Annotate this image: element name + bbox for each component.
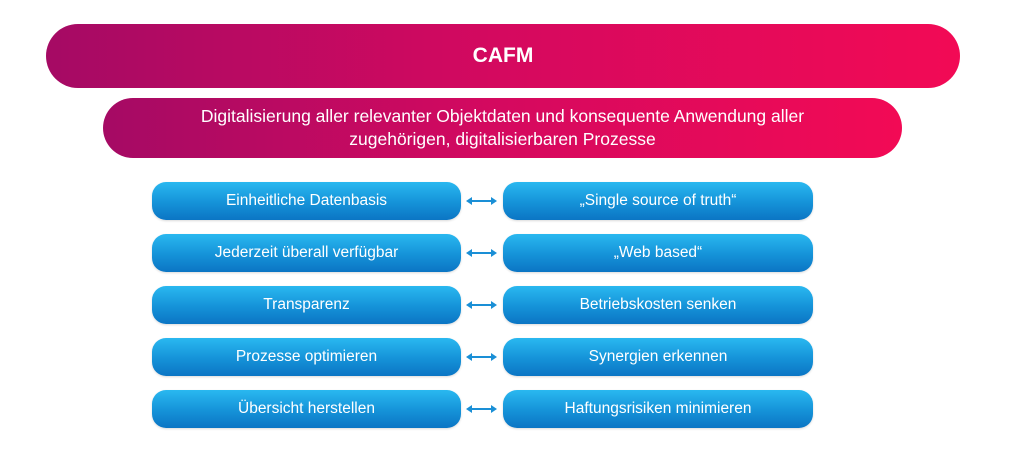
- right-pill-2: [503, 234, 813, 272]
- right-pill-3: [503, 286, 813, 324]
- double-arrow-icon: [466, 352, 497, 362]
- right-pill-label: Haftungsrisiken minimieren: [564, 400, 752, 417]
- subtitle-banner: [103, 98, 902, 158]
- left-pill-3: [152, 286, 461, 324]
- double-arrow-icon: [466, 248, 497, 258]
- right-pill-4: [503, 338, 813, 376]
- left-pill-label: Jederzeit überall verfügbar: [214, 244, 399, 261]
- right-pill-1: [503, 182, 813, 220]
- right-pill-label: „Web based“: [613, 244, 703, 261]
- left-pill-5: [152, 390, 461, 428]
- title-banner: [46, 24, 960, 88]
- title-text: CAFM: [472, 44, 534, 67]
- double-arrow-icon: [466, 196, 497, 206]
- right-pill-5: [503, 390, 813, 428]
- left-pill-1: [152, 182, 461, 220]
- subtitle-text: [201, 105, 804, 151]
- left-pill-2: [152, 234, 461, 272]
- left-pill-label: Übersicht herstellen: [238, 400, 375, 417]
- left-pill-label: Prozesse optimieren: [235, 348, 378, 365]
- subtitle-line-1: Digitalisierung aller relevanter Objektdaten und konsequente Anwendung aller: [200, 106, 805, 126]
- left-pill-label: Einheitliche Datenbasis: [225, 192, 388, 209]
- left-pill-4: [152, 338, 461, 376]
- double-arrow-icon: [466, 404, 497, 414]
- right-pill-label: „Single source of truth“: [579, 192, 737, 209]
- left-pill-label: Transparenz: [263, 296, 350, 313]
- right-pill-label: Betriebskosten senken: [579, 296, 737, 313]
- subtitle-line-2: zugehörigen, digitalisierbaren Prozesse: [349, 129, 656, 149]
- double-arrow-icon: [466, 300, 497, 310]
- right-pill-label: Synergien erkennen: [588, 348, 728, 365]
